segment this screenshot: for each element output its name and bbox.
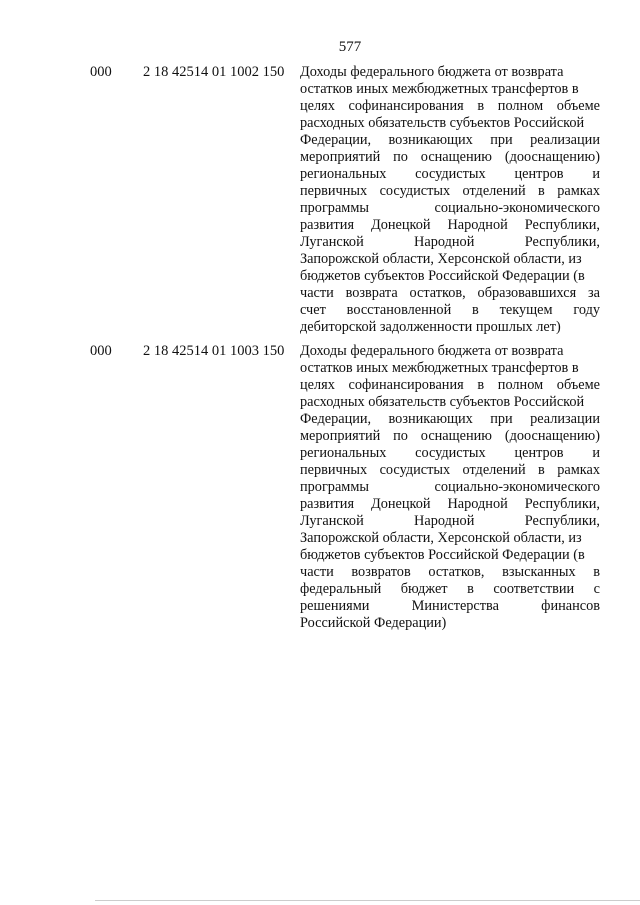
description-line: Федерации, возникающих при реализации — [300, 132, 600, 148]
description-line: первичных сосудистых отделений в рамках — [300, 183, 600, 199]
budget-classification-code: 2 18 42514 01 1002 150 — [143, 64, 285, 80]
description-line: Федерации, возникающих при реализации — [300, 411, 600, 427]
description-line: программы социально-экономического — [300, 200, 600, 216]
description-line: решениями Министерства финансов — [300, 598, 600, 614]
budget-classification-code: 2 18 42514 01 1003 150 — [143, 343, 285, 359]
description-line: Доходы федерального бюджета от возврата — [300, 64, 564, 80]
row-description — [300, 343, 600, 632]
description-line: Запорожской области, Херсонской области, из — [300, 251, 582, 267]
description-line: федеральный бюджет в соответствии с — [300, 581, 600, 597]
description-line: остатков иных межбюджетных трансфертов в — [300, 81, 579, 97]
row-description — [300, 64, 600, 336]
description-line: части возврата остатков, образовавшихся за — [300, 285, 600, 301]
description-line: целях софинансирования в полном объеме — [300, 377, 600, 393]
description-line: региональных сосудистых центров и — [300, 166, 600, 182]
description-line: Российской Федерации) — [300, 615, 447, 631]
description-line: Луганской Народной Республики, — [300, 513, 600, 529]
description-line: бюджетов субъектов Российской Федерации (в — [300, 547, 585, 563]
description-line: развития Донецкой Народной Республики, — [300, 496, 600, 512]
admin-code: 000 — [90, 64, 112, 80]
description-line: мероприятий по оснащению (дооснащению) — [300, 428, 600, 444]
description-line: бюджетов субъектов Российской Федерации (в — [300, 268, 585, 284]
description-line: первичных сосудистых отделений в рамках — [300, 462, 600, 478]
description-line: развития Донецкой Народной Республики, — [300, 217, 600, 233]
description-line: целях софинансирования в полном объеме — [300, 98, 600, 114]
description-line: части возвратов остатков, взысканных в — [300, 564, 600, 580]
description-line: программы социально-экономического — [300, 479, 600, 495]
description-line: Запорожской области, Херсонской области, из — [300, 530, 582, 546]
description-line: дебиторской задолженности прошлых лет) — [300, 319, 561, 335]
description-line: Луганской Народной Республики, — [300, 234, 600, 250]
scan-edge-divider — [95, 900, 640, 901]
description-line: расходных обязательств субъектов Российской — [300, 394, 585, 410]
description-line: Доходы федерального бюджета от возврата — [300, 343, 564, 359]
description-line: счет восстановленной в текущем году — [300, 302, 600, 318]
admin-code: 000 — [90, 343, 112, 359]
description-line: мероприятий по оснащению (дооснащению) — [300, 149, 600, 165]
description-line: расходных обязательств субъектов Российской — [300, 115, 585, 131]
description-line: региональных сосудистых центров и — [300, 445, 600, 461]
description-line: остатков иных межбюджетных трансфертов в — [300, 360, 579, 376]
page-number: 577 — [338, 39, 362, 55]
